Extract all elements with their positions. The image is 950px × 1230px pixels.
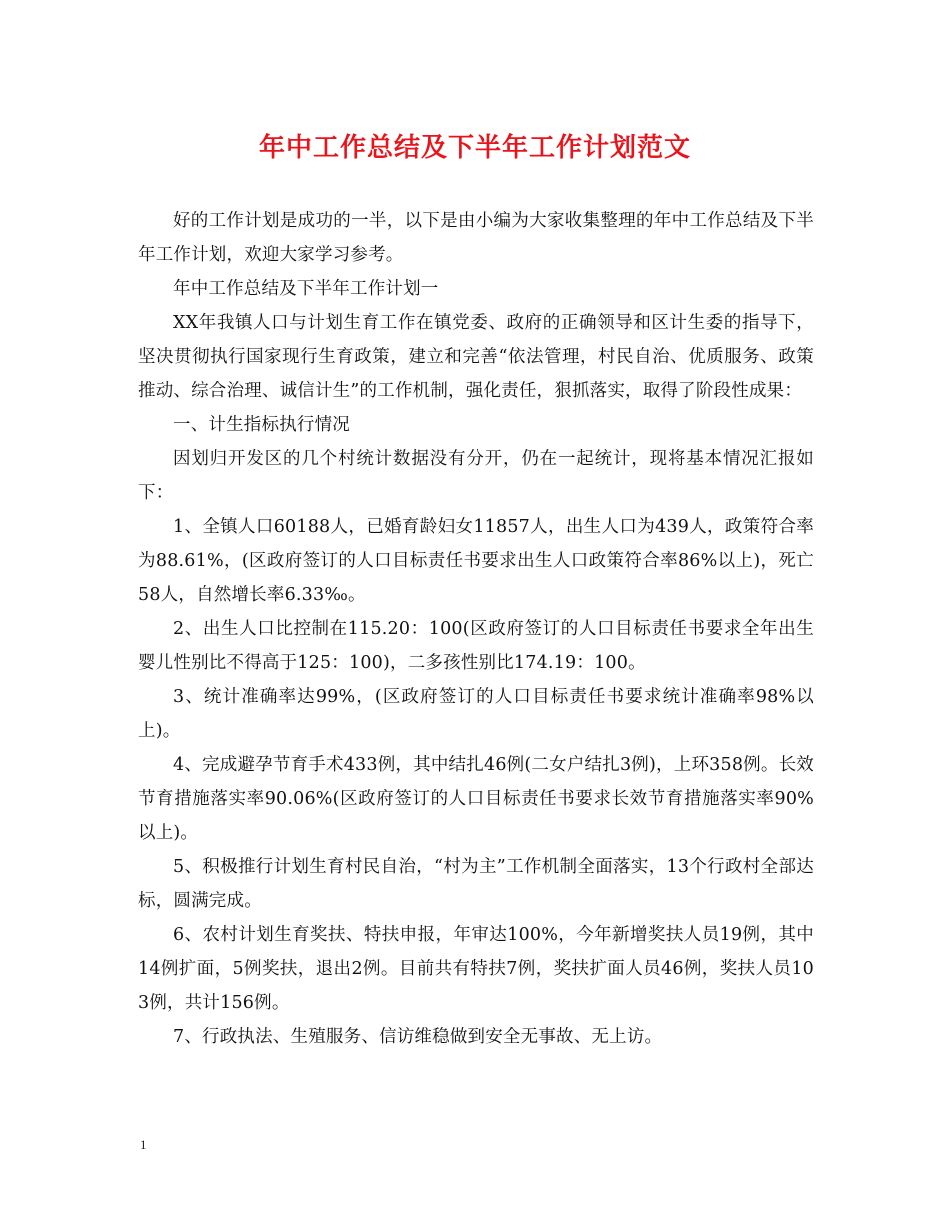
list-item-subsidies: 6、农村计划生育奖扶、特扶申报，年审达100%，今年新增奖扶人员19例，其中14例扩面，5例奖扶，退出2例。目前共有特扶7例，奖扶扩面人员46例，奖扶人员103例，共计156例。 — [138, 925, 814, 1013]
list-item-contraception: 4、完成避孕节育手术433例，其中结扎46例(二女户结扎3例)，上环358例。长效节育措施落实率90.06%(区政府签订的人口目标责任书要求长效节育措施落实率90%以上)。 — [138, 755, 814, 843]
section-heading-plan-one: 年中工作总结及下半年工作计划一 — [173, 279, 439, 299]
section-heading-indicators: 一、计生指标执行情况 — [173, 415, 350, 435]
list-item-village-autonomy: 5、积极推行计划生育村民自治，“村为主”工作机制全面落实，13个行政村全部达标，圆满完成。 — [138, 857, 814, 911]
paragraph-overview: XX年我镇人口与计划生育工作在镇党委、政府的正确领导和区计生委的指导下，坚决贯彻执行国家现行生育政策，建立和完善“依法管理，村民自治、优质服务、政策推动、综合治理、诚信计生”的工作机制，强化责任，狠抓落实，取得了阶段性成果： — [138, 313, 814, 401]
paragraph-intro: 好的工作计划是成功的一半，以下是由小编为大家收集整理的年中工作总结及下半年工作计划，欢迎大家学习参考。 — [138, 211, 814, 265]
list-item-law-enforcement: 7、行政执法、生殖服务、信访维稳做到安全无事故、无上访。 — [173, 1027, 663, 1047]
document-title: 年中工作总结及下半年工作计划范文 — [258, 133, 691, 163]
paragraph-statistics-note: 因划归开发区的几个村统计数据没有分开，仍在一起统计，现将基本情况汇报如下： — [138, 449, 814, 503]
list-item-statistics-accuracy: 3、统计准确率达99%，(区政府签订的人口目标责任书要求统计准确率98%以上)。 — [138, 687, 814, 741]
page-number: 1 — [140, 1137, 147, 1152]
document-body — [138, 204, 814, 1054]
list-item-population: 1、全镇人口60188人，已婚育龄妇女11857人，出生人口为439人，政策符合率为88.61%，(区政府签订的人口目标责任书要求出生人口政策符合率86%以上)，死亡58人，自然增长率6.33‰。 — [138, 517, 814, 605]
list-item-birth-ratio: 2、出生人口比控制在115.20：100(区政府签订的人口目标责任书要求全年出生婴儿性别比不得高于125：100)，二多孩性别比174.19：100。 — [138, 619, 814, 673]
